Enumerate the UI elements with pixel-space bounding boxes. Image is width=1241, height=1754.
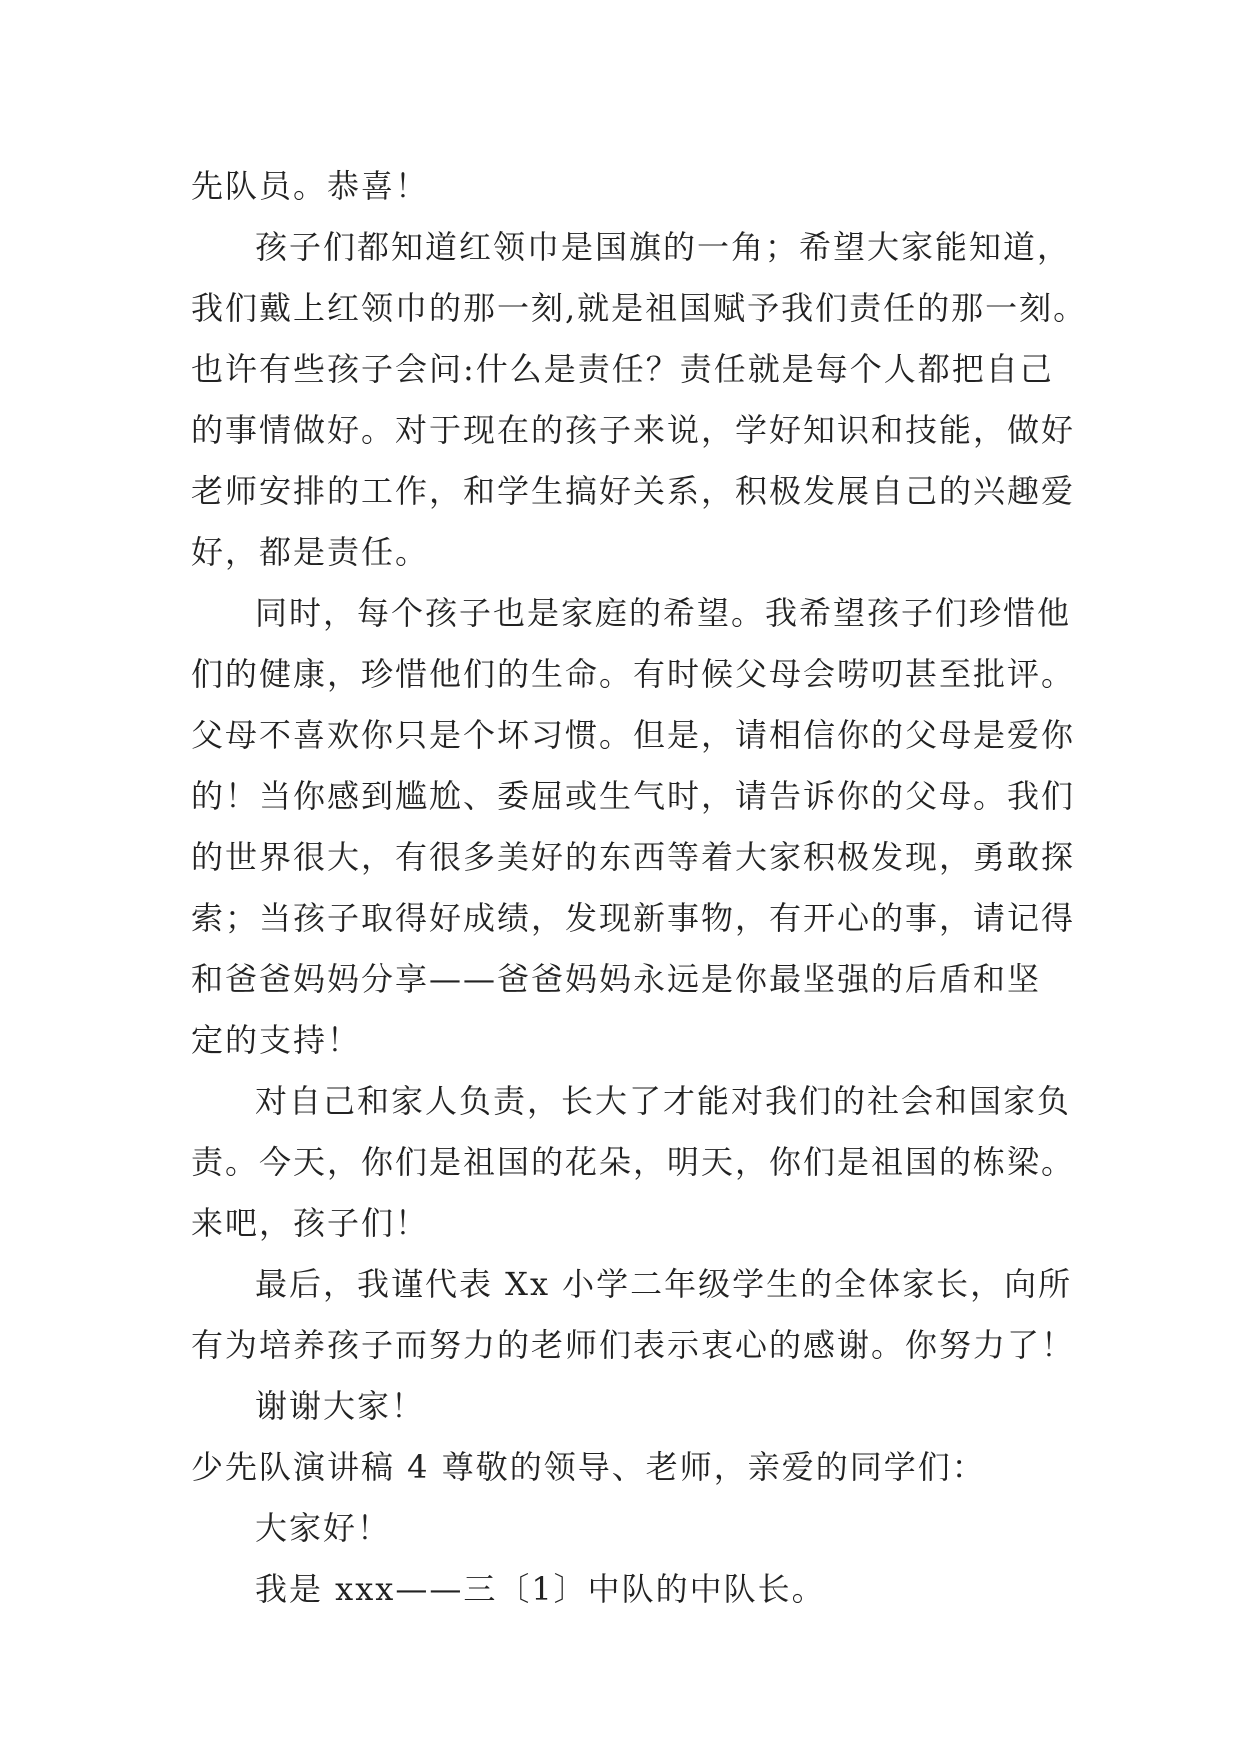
text-line: 有为培养孩子而努力的老师们表示衷心的感谢。你努力了！ bbox=[191, 1326, 1076, 1364]
text-line: 的事情做好。对于现在的孩子来说，学好知识和技能，做好 bbox=[191, 411, 1076, 449]
text-line: 定的支持！ bbox=[191, 1021, 362, 1059]
section-heading-line: 少先队演讲稿 4 尊敬的领导、老师，亲爱的同学们： bbox=[191, 1448, 986, 1486]
text-line: 来吧，孩子们！ bbox=[191, 1204, 430, 1242]
text-line: 们的健康，珍惜他们的生命。有时候父母会唠叨甚至批评。 bbox=[191, 655, 1076, 693]
text-line: 孩子们都知道红领巾是国旗的一角；希望大家能知道， bbox=[255, 228, 1072, 266]
text-line: 好，都是责任。 bbox=[191, 533, 430, 571]
text-line: 大家好！ bbox=[255, 1509, 392, 1547]
text-line: 也许有些孩子会问:什么是责任？责任就是每个人都把自己 bbox=[191, 350, 1054, 388]
text-line: 先队员。恭喜！ bbox=[191, 167, 430, 205]
text-line: 同时，每个孩子也是家庭的希望。我希望孩子们珍惜他 bbox=[255, 594, 1072, 632]
text-line: 最后，我谨代表 Xx 小学二年级学生的全体家长，向所 bbox=[255, 1265, 1073, 1303]
text-line: 索；当孩子取得好成绩，发现新事物，有开心的事，请记得 bbox=[191, 899, 1076, 937]
document-body bbox=[191, 156, 1091, 1620]
text-line: 和爸爸妈妈分享——爸爸妈妈永远是你最坚强的后盾和坚 bbox=[191, 960, 1042, 998]
text-line: 我们戴上红领巾的那一刻,就是祖国赋予我们责任的那一刻。 bbox=[191, 289, 1088, 327]
text-line: 父母不喜欢你只是个坏习惯。但是，请相信你的父母是爱你 bbox=[191, 716, 1076, 754]
text-line: 对自己和家人负责，长大了才能对我们的社会和国家负 bbox=[255, 1082, 1072, 1120]
text-line: 我是 xxx——三〔1〕中队的中队长。 bbox=[255, 1570, 826, 1608]
text-line: 老师安排的工作，和学生搞好关系，积极发展自己的兴趣爱 bbox=[191, 472, 1076, 510]
text-line: 的世界很大，有很多美好的东西等着大家积极发现，勇敢探 bbox=[191, 838, 1076, 876]
text-line: 的！当你感到尴尬、委屈或生气时，请告诉你的父母。我们 bbox=[191, 777, 1076, 815]
text-line: 责。今天，你们是祖国的花朵，明天，你们是祖国的栋梁。 bbox=[191, 1143, 1076, 1181]
text-line: 谢谢大家！ bbox=[255, 1387, 426, 1425]
